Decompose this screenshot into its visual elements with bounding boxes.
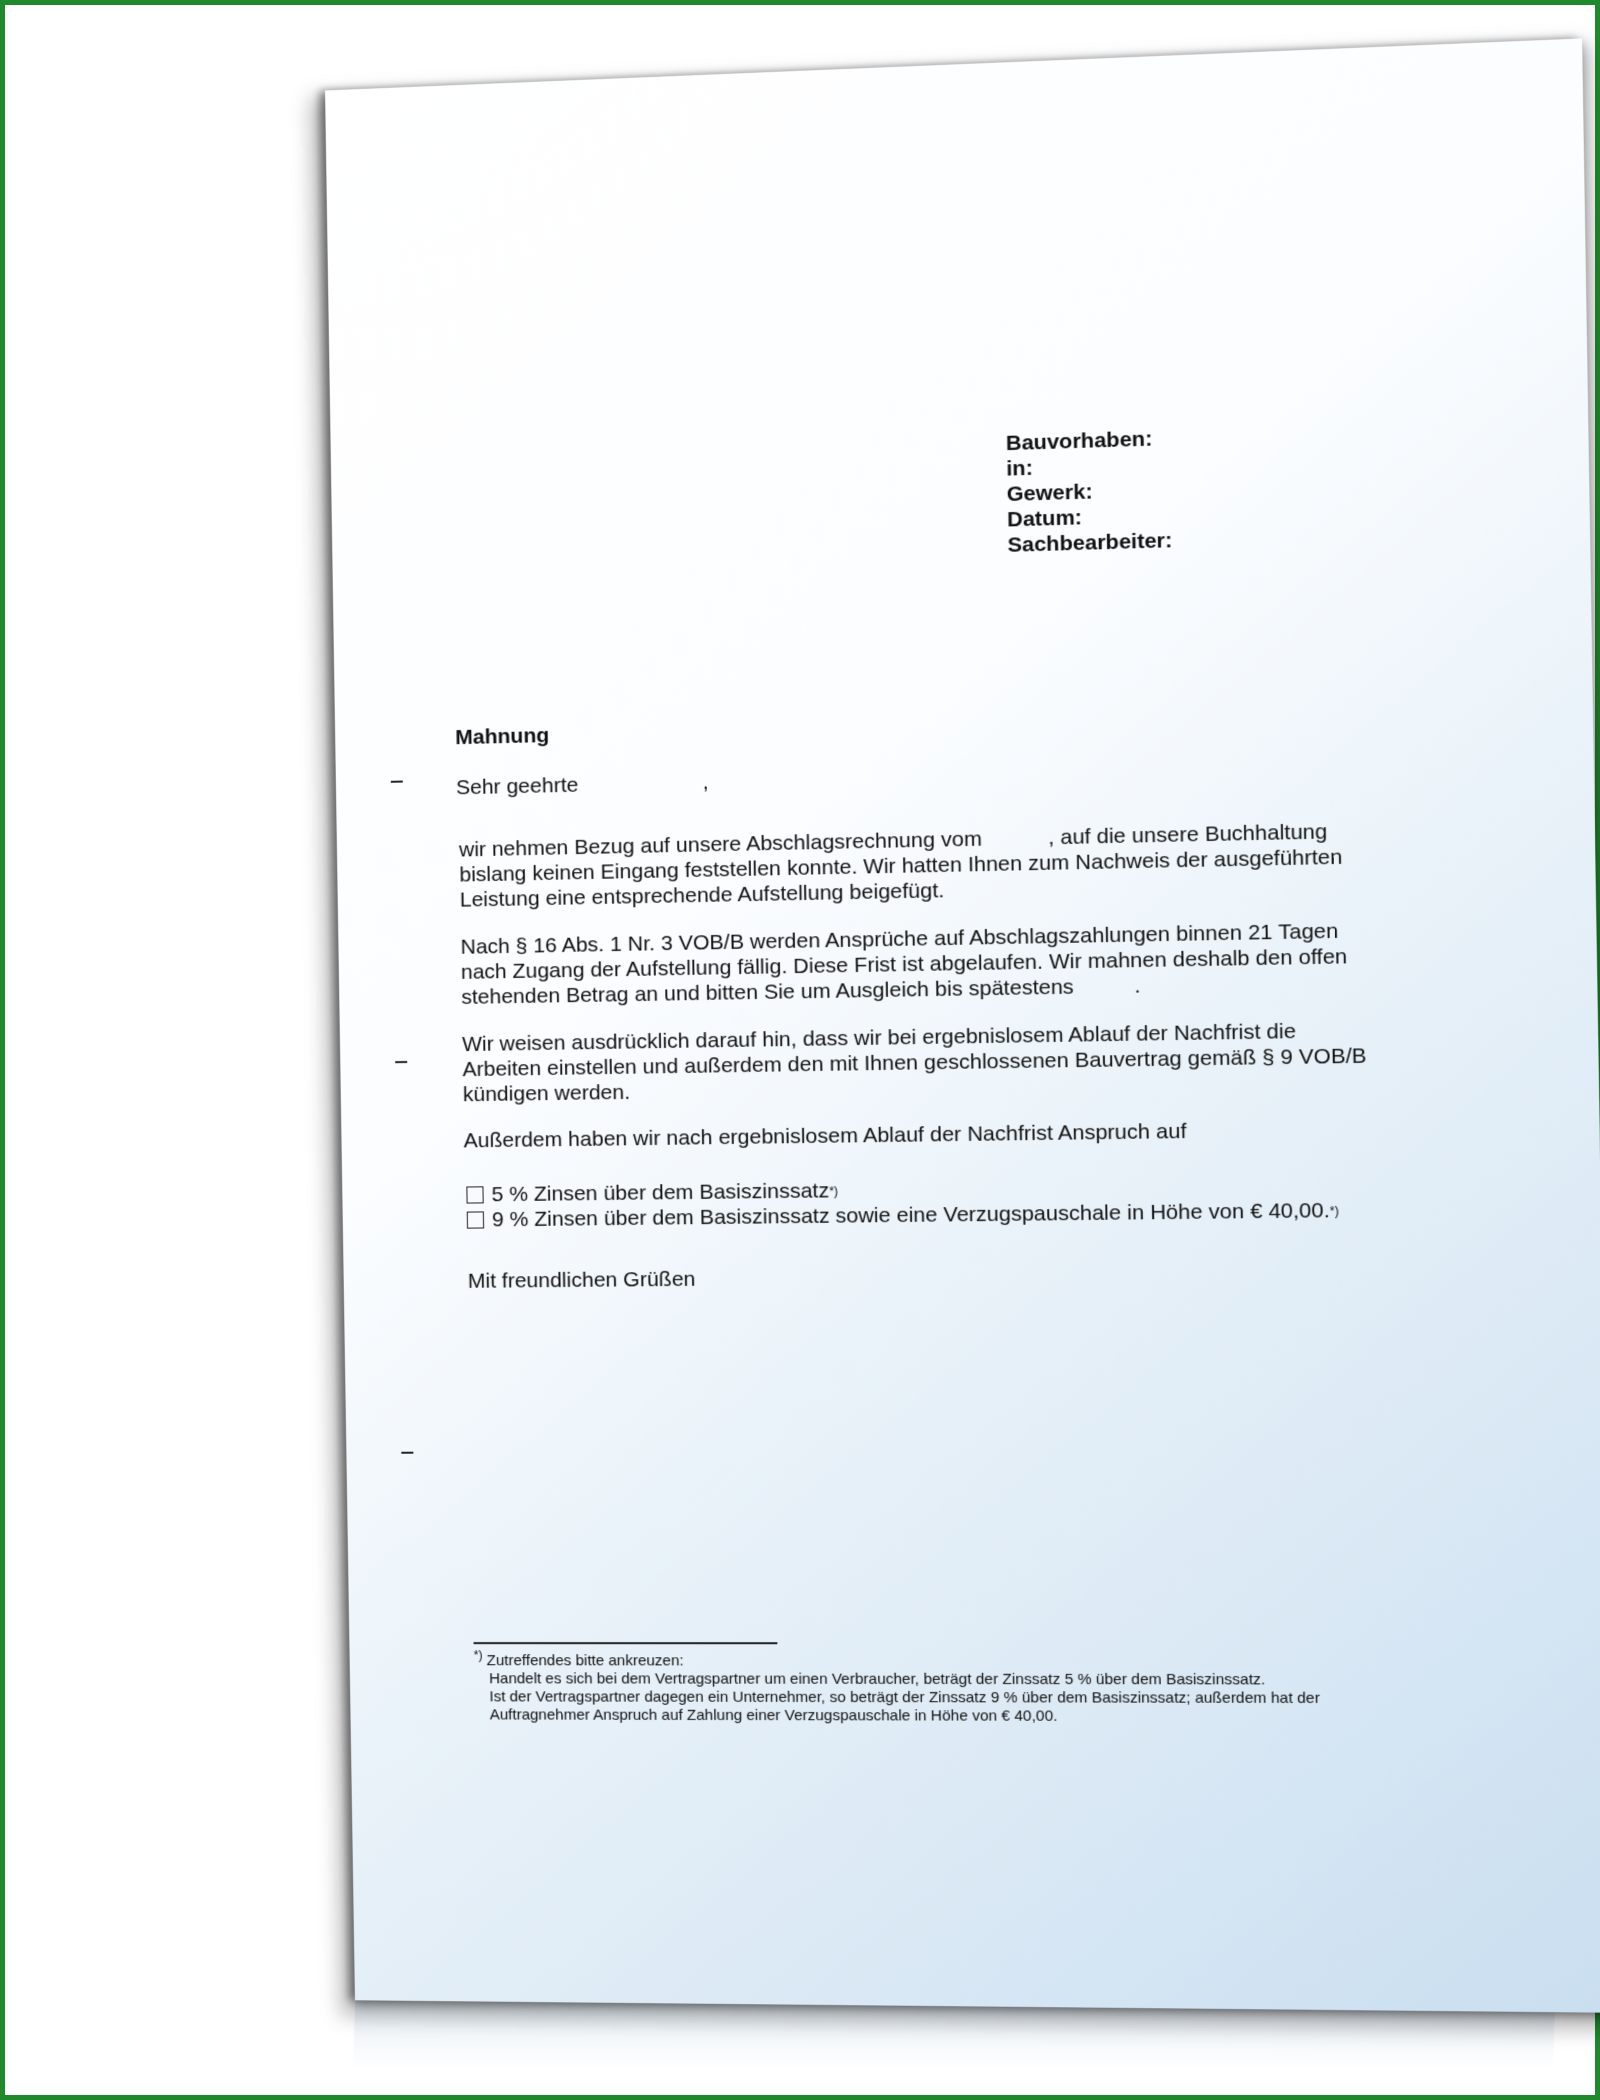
footnote-line: Auftragnehmer Anspruch auf Zahlung einer Verzugspauschale in Höhe von € 40,00. bbox=[489, 1706, 1058, 1725]
option-label-business: 9 % Zinsen über dem Basiszinssatz sowie eine Verzugspauschale in Höhe von € 40,00. bbox=[491, 1198, 1330, 1232]
fold-mark-top bbox=[391, 781, 403, 783]
label-trade: Gewerk: bbox=[1006, 480, 1093, 507]
footnote-line: Handelt es sich bei dem Vertragspartner um einen Verbraucher, beträgt der Zinssatz 5 % über dem Basiszinssatz. bbox=[489, 1670, 1266, 1689]
footnote-divider bbox=[474, 1642, 778, 1644]
info-block bbox=[1006, 426, 1173, 558]
footnote-line: Zutreffendes bitte ankreuzen: bbox=[486, 1652, 684, 1670]
footnote-mark: *) bbox=[473, 1648, 483, 1663]
paragraph-reference: wir nehmen Bezug auf unsere Abschlagsrechnung vom , auf die unsere Buchhaltung bislang keinen Eingang feststellen konnte. Wir hatten Ihnen zum Nachweis der ausgeführten Leistung eine entsprechende Aufstellung beigefügt. bbox=[458, 819, 1349, 912]
fold-mark-bottom bbox=[401, 1452, 413, 1454]
checkbox-consumer[interactable] bbox=[466, 1186, 483, 1203]
document-preview bbox=[325, 38, 1600, 2012]
paragraph-claim: Außerdem haben wir nach ergebnislosem Ablauf der Nachfrist Anspruch auf bbox=[463, 1119, 1187, 1153]
label-date: Datum: bbox=[1006, 505, 1083, 532]
paragraph-due: Nach § 16 Abs. 1 Nr. 3 VOB/B werden Ansprüche auf Abschlagszahlungen binnen 21 Tagen nach Zugang der Aufstellung fällig. Diese Frist ist abgelaufen. Wir mahnen deshalb den offen stehenden Betrag an und bitten Sie um Ausgleich bis spätestens . bbox=[460, 919, 1354, 1009]
footnote-line: Ist der Vertragspartner dagegen ein Unternehmer, so beträgt der Zinssatz 9 % über dem Basiszinssatz; außerdem hat der bbox=[489, 1688, 1321, 1708]
letter-page bbox=[325, 38, 1600, 2012]
paragraph-warning: Wir weisen ausdrücklich darauf hin, dass wir bei ergebnislosem Ablauf der Nachfrist die Arbeiten einstellen und außerdem den mit Ihnen geschlossenen Bauvertrag gemäß § 9 VOB/B kündigen werden. bbox=[461, 1019, 1367, 1107]
footnote bbox=[473, 1648, 1381, 1727]
letter-title: Mahnung bbox=[455, 723, 550, 750]
option-label-consumer: 5 % Zinsen über dem Basiszinssatz bbox=[491, 1179, 830, 1207]
label-clerk: Sachbearbeiter: bbox=[1007, 528, 1173, 558]
label-project: Bauvorhaben: bbox=[1005, 427, 1153, 456]
checkbox-business[interactable] bbox=[467, 1211, 484, 1228]
punch-mark bbox=[395, 1061, 407, 1063]
label-location: in: bbox=[1006, 456, 1034, 481]
salutation: Sehr geehrte , bbox=[455, 770, 709, 800]
closing: Mit freundlichen Grüßen bbox=[467, 1267, 696, 1293]
